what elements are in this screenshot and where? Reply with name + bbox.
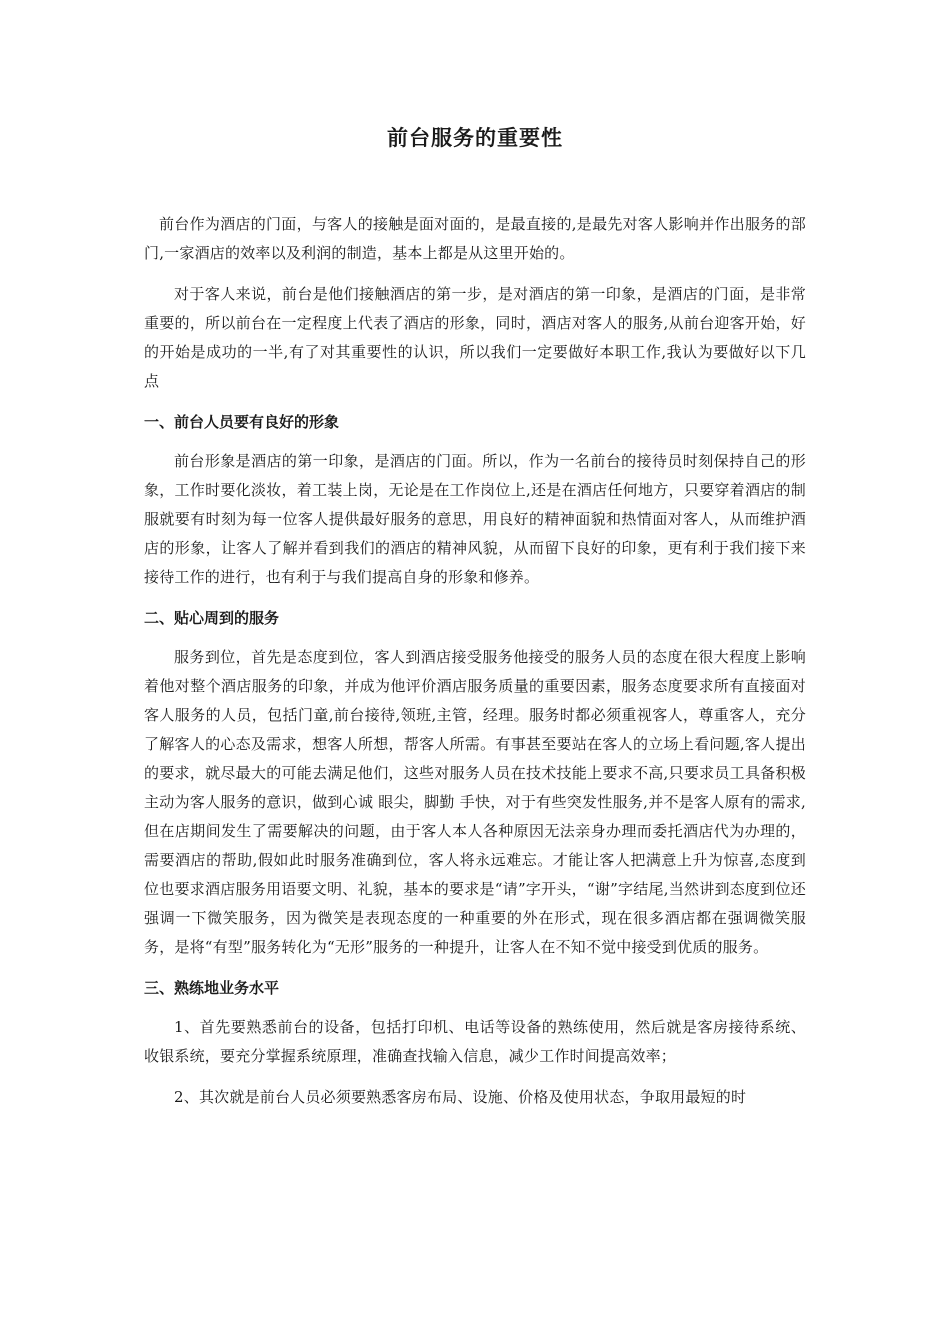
intro-paragraph-1: 前台作为酒店的门面，与客人的接触是面对面的，是最直接的,是最先对客人影响并作出服务的部门,一家酒店的效率以及利润的制造，基本上都是从这里开始的。 — [144, 215, 806, 262]
document-body — [144, 210, 806, 1124]
section-image-paragraph-1: 前台形象是酒店的第一印象，是酒店的门面。所以，作为一名前台的接待员时刻保持自己的形象，工作时要化淡妆，着工装上岗，无论是在工作岗位上,还是在酒店任何地方，只要穿着酒店的制服就要有时刻为每一位客人提供最好服务的意思，用良好的精神面貌和热情面对客人，从而维护酒店的形象，让客人了解并看到我们的酒店的精神风貌，从而留下良好的印象，更有利于我们接下来接待工作的进行，也有利于与我们提高自身的形象和修养。 — [144, 452, 806, 586]
intro-paragraph-2: 对于客人来说，前台是他们接触酒店的第一步，是对酒店的第一印象，是酒店的门面，是非常重要的，所以前台在一定程度上代表了酒店的形象，同时，酒店对客人的服务,从前台迎客开始，好的开始是成功的一半,有了对其重要性的认识，所以我们一定要做好本职工作,我认为要做好以下几点 — [144, 285, 806, 390]
section-skills-paragraph-2: 2、其次就是前台人员必须要熟悉客房布局、设施、价格及使用状态，争取用最短的时 — [174, 1088, 747, 1106]
section-skills-paragraph-1: 1、首先要熟悉前台的设备，包括打印机、电话等设备的熟练使用，然后就是客房接待系统、收银系统，要充分掌握系统原理，准确查找输入信息，减少工作时间提高效率； — [144, 1018, 806, 1065]
section-heading-skills: 三、熟练地业务水平 — [144, 979, 280, 997]
section-heading-service: 二、贴心周到的服务 — [144, 609, 280, 627]
section-heading-image: 一、前台人员要有良好的形象 — [144, 413, 340, 431]
section-service-paragraph-1: 服务到位，首先是态度到位，客人到酒店接受服务他接受的服务人员的态度在很大程度上影响着他对整个酒店服务的印象，并成为他评价酒店服务质量的重要因素，服务态度要求所有直接面对客人服务的人员，包括门童,前台接待,领班,主管，经理。服务时都必须重视客人，尊重客人，充分了解客人的心态及需求，想客人所想，帮客人所需。有事甚至要站在客人的立场上看问题,客人提出的要求，就尽最大的可能去满足他们，这些对服务人员在技术技能上要求不高,只要求员工具备积极主动为客人服务的意识，做到心诚 眼尖，脚勤 手快，对于有些突发性服务,并不是客人原有的需求,但在店期间发生了需要解决的问题，由于客人本人各种原因无法亲身办理而委托酒店代为办理的，需要酒店的帮助,假如此时服务准确到位，客人将永远难忘。才能让客人把满意上升为惊喜,态度到位也要求酒店服务用语要文明、礼貌，基本的要求是“请”字开头，“谢”字结尾,当然讲到态度到位还强调一下微笑服务，因为微笑是表现态度的一种重要的外在形式，现在很多酒店都在强调微笑服务，是将“有型”服务转化为“无形”服务的一种提升，让客人在不知不觉中接受到优质的服务。 — [144, 648, 806, 956]
document-title: 前台服务的重要性 — [387, 126, 563, 150]
